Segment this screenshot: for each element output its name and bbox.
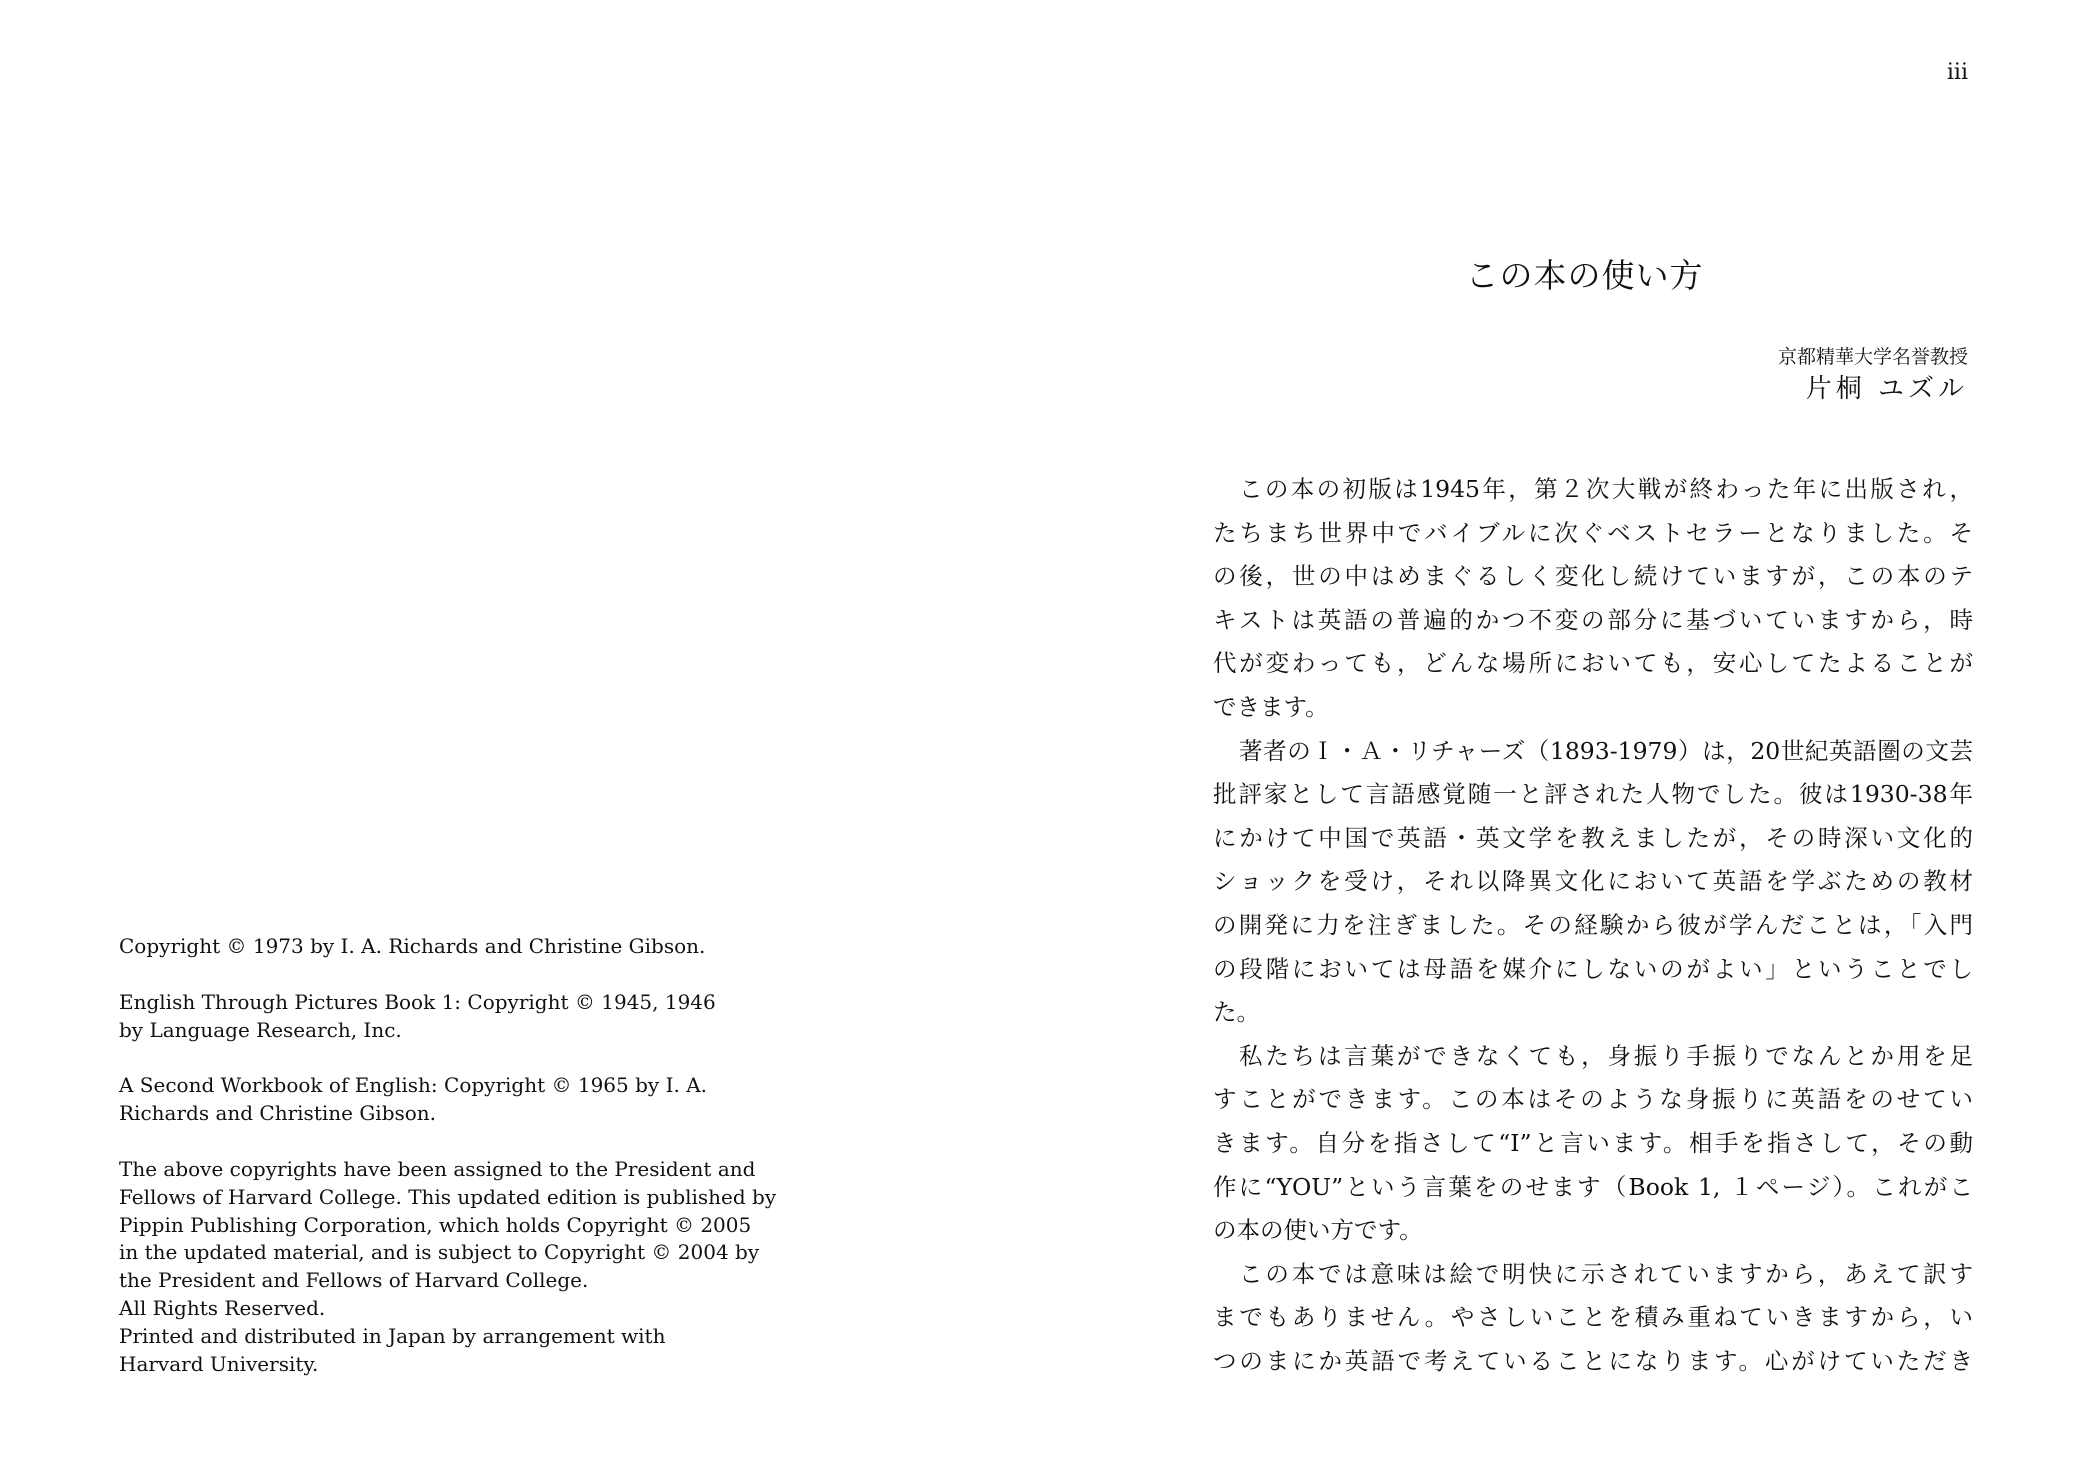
copyright-line: Richards and Christine Gibson. xyxy=(119,1101,437,1126)
copyright-line: the President and Fellows of Harvard College. xyxy=(119,1268,589,1293)
copyright-line: Harvard University. xyxy=(119,1351,319,1376)
copyright-line: Copyright © 1973 by I. A. Richards and Christine Gibson. xyxy=(119,934,706,958)
body-line: の開発に力を注ぎました。その経験から彼が学んだことは，「入門 xyxy=(1213,910,1973,939)
body-line: この本では意味は絵で明快に示されていますから，あえて訳す xyxy=(1239,1259,1973,1288)
body-line: きます。自分を指さして“I”と言います。相手を指さして，その動 xyxy=(1213,1128,1973,1157)
copyright-line: All Rights Reserved. xyxy=(119,1295,326,1320)
body-line: た。 xyxy=(1213,998,1260,1027)
copyright-notice xyxy=(119,933,777,1378)
copyright-line: Fellows of Harvard College. This updated edition is published by xyxy=(119,1184,777,1209)
body-line: 代が変わっても，どんな場所においても，安心してたよることが xyxy=(1213,649,1973,678)
copyright-line: by Language Research, Inc. xyxy=(119,1017,402,1042)
body-line: までもありません。やさしいことを積み重ねていきますから，い xyxy=(1213,1303,1973,1332)
body-line: の段階においては母語を媒介にしないのがよい」ということでし xyxy=(1213,954,1973,983)
body-line: 私たちは言葉ができなくても，身振り手振りでなんとか用を足 xyxy=(1239,1041,1973,1070)
body-line: つのまにか英語で考えていることになります。心がけていただき xyxy=(1213,1346,1973,1375)
body-line: にかけて中国で英語・英文学を教えましたが，その時深い文化的 xyxy=(1213,823,1973,852)
copyright-paragraph-1 xyxy=(119,933,759,961)
body-line: ショックを受け，それ以降異文化において英語を学ぶための教材 xyxy=(1213,867,1973,896)
body-text xyxy=(1213,468,1973,1383)
body-line: この本の初版は1945年，第２次大戦が終わった年に出版され， xyxy=(1239,475,1973,503)
copyright-line: in the updated material, and is subject to Copyright © 2004 by xyxy=(119,1240,760,1265)
body-line: 作に“YOU”という言葉をのせます（Book 1, １ページ）。これがこ xyxy=(1213,1172,1973,1201)
copyright-line: English Through Pictures Book 1: Copyright © 1945, 1946 xyxy=(119,989,716,1014)
body-line: すことができます。この本はそのような身振りに英語をのせてい xyxy=(1213,1085,1973,1114)
body-line: 批評家として言語感覚随一と評された人物でした。彼は1930-38年 xyxy=(1213,780,1973,809)
author-name: 片桐 ユズル xyxy=(1805,374,1968,404)
copyright-paragraph-4 xyxy=(119,1156,777,1378)
copyright-line: The above copyrights have been assigned to the President and xyxy=(119,1156,756,1181)
body-line: の本の使い方です。 xyxy=(1213,1216,1423,1245)
copyright-paragraph-2 xyxy=(119,989,759,1045)
author-affiliation: 京都精華大学名誉教授 xyxy=(1777,346,1968,368)
copyright-paragraph-3 xyxy=(119,1072,759,1128)
body-line: できます。 xyxy=(1213,692,1329,721)
right-page xyxy=(1039,0,2078,1480)
body-line: の後，世の中はめまぐるしく変化し続けていますが，この本のテ xyxy=(1213,562,1973,591)
body-line: キストは英語の普遍的かつ不変の部分に基づいていますから，時 xyxy=(1213,605,1973,634)
copyright-line: A Second Workbook of English: Copyright © 1965 by I. A. xyxy=(119,1073,707,1098)
page-number: iii xyxy=(1946,60,1968,85)
copyright-line: Printed and distributed in Japan by arrangement with xyxy=(119,1323,666,1348)
page-title: この本の使い方 xyxy=(1465,256,1704,295)
body-line: 著者のＩ・Ａ・リチャーズ（1893-1979）は，20世紀英語圏の文芸 xyxy=(1239,736,1973,765)
body-line: たちまち世界中でバイブルに次ぐベストセラーとなりました。そ xyxy=(1213,518,1973,547)
author-block xyxy=(1778,343,1968,407)
copyright-line: Pippin Publishing Corporation, which holds Copyright © 2005 xyxy=(119,1212,752,1237)
